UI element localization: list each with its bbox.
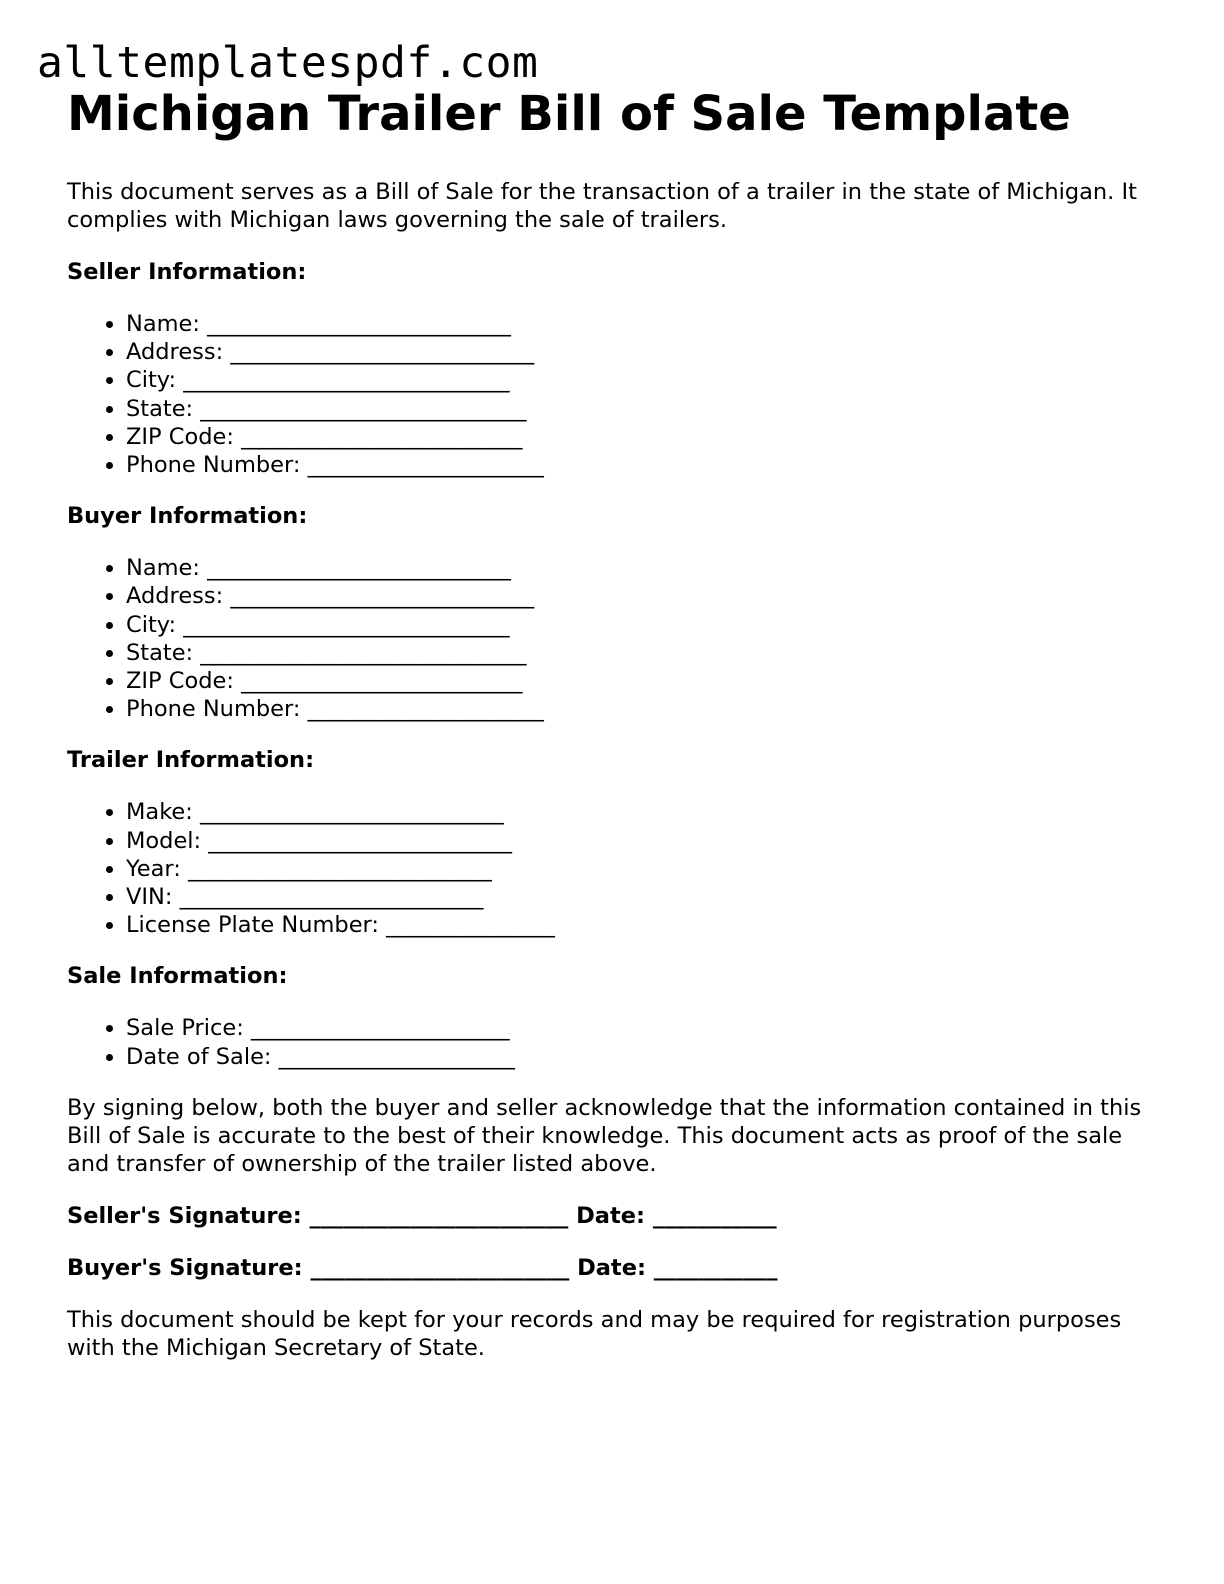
- seller-phone-field: • Phone Number: _____________________: [126, 451, 1167, 479]
- seller-zip-field: • ZIP Code: _________________________: [126, 423, 1167, 451]
- buyer-state-field: • State: _____________________________: [126, 639, 1167, 667]
- buyer-name-field: • Name: ___________________________: [126, 554, 1167, 582]
- sale-section-heading: Sale Information:: [67, 963, 288, 990]
- seller-section-heading: Seller Information:: [67, 259, 307, 285]
- acknowledgement-paragraph: By signing below, both the buyer and seller acknowledge that the information contained in this Bill of Sale is accurate to the best of their knowledge. This document acts as proof of the sale and transfer of ownership of the trailer listed above.: [67, 1094, 1142, 1177]
- seller-state-field: • State: _____________________________: [126, 395, 1167, 423]
- sale-price-field: • Sale Price: _______________________: [126, 1014, 1167, 1042]
- trailer-section-heading: Trailer Information:: [67, 747, 315, 774]
- buyer-section-heading: Buyer Information:: [67, 503, 308, 530]
- trailer-field-list: [67, 798, 1167, 939]
- sale-date-field: • Date of Sale: _____________________: [126, 1043, 1167, 1071]
- document-page: [67, 86, 1167, 1362]
- buyer-address-field: • Address: ___________________________: [126, 582, 1167, 610]
- seller-name-field: • Name: ___________________________: [126, 310, 1167, 338]
- page-title: Michigan Trailer Bill of Sale Template: [67, 86, 1071, 142]
- intro-paragraph: This document serves as a Bill of Sale for the transaction of a trailer in the state of Michigan. It complies with Michigan laws governing the sale of trailers.: [67, 179, 1137, 233]
- trailer-plate-field: • License Plate Number: _______________: [126, 911, 1167, 939]
- sale-field-list: [67, 1014, 1167, 1070]
- buyer-zip-field: • ZIP Code: _________________________: [126, 667, 1167, 695]
- seller-field-list: [67, 310, 1167, 479]
- watermark-logo: alltemplatespdf.com: [37, 38, 539, 88]
- buyer-field-list: [67, 554, 1167, 723]
- trailer-make-field: • Make: ___________________________: [126, 798, 1167, 826]
- seller-city-field: • City: _____________________________: [126, 366, 1167, 394]
- footer-note: This document should be kept for your records and may be required for registration purposes with the Michigan Secretary of State.: [67, 1306, 1122, 1361]
- trailer-year-field: • Year: ___________________________: [126, 855, 1167, 883]
- buyer-signature-line: Buyer's Signature: _______________________ Date: ___________: [67, 1254, 778, 1281]
- trailer-vin-field: • VIN: ___________________________: [126, 883, 1167, 911]
- seller-signature-line: Seller's Signature: _______________________ Date: ___________: [67, 1202, 777, 1229]
- trailer-model-field: • Model: ___________________________: [126, 827, 1167, 855]
- buyer-phone-field: • Phone Number: _____________________: [126, 695, 1167, 723]
- seller-address-field: • Address: ___________________________: [126, 338, 1167, 366]
- buyer-city-field: • City: _____________________________: [126, 611, 1167, 639]
